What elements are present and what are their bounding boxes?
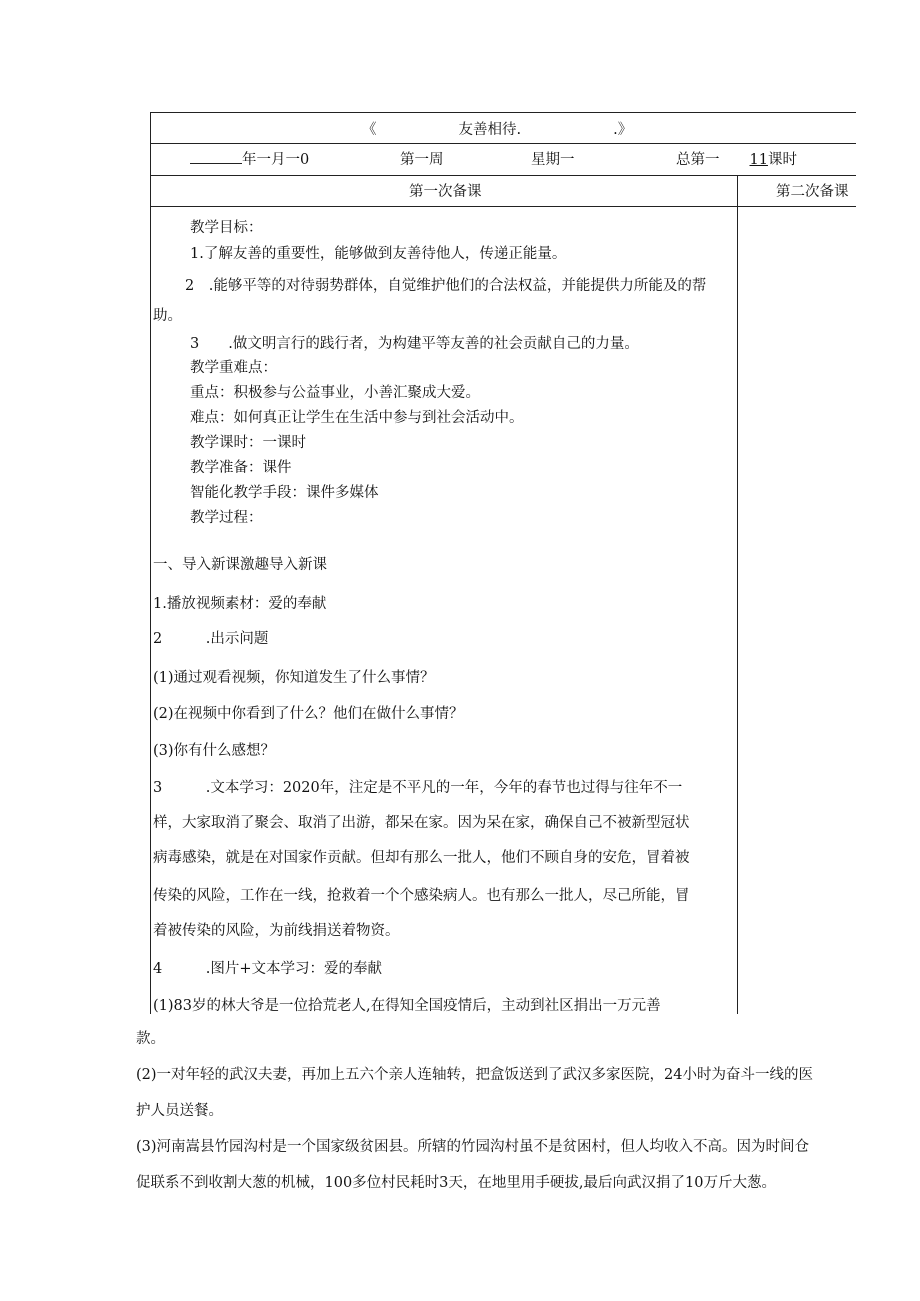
text-line: 1.了解友善的重要性，能够做到友善待他人，传递正能量。 — [190, 246, 567, 262]
text-line: 着被传染的风险，为前线捐送着物资。 — [153, 923, 400, 939]
date-field — [190, 148, 309, 169]
total-lessons-field — [676, 148, 797, 169]
table-column-divider — [737, 175, 738, 1014]
text-line: 传染的风险，工作在一线，抢救着一个个感染病人。也有那么一批人，尽己所能，冒 — [153, 888, 690, 904]
section-heading: 一、导入新课激趣导入新课 — [153, 557, 327, 573]
text-line: 难点：如何真正让学生在生活中参与到社会活动中。 — [190, 410, 524, 426]
lesson-number: 11 — [749, 152, 768, 168]
text-line: (1)83岁的林大爷是一位拾荒老人,在得知全国疫情后，主动到社区捐出一万元善 — [153, 998, 661, 1014]
table-row-divider-2 — [150, 175, 856, 176]
text-line: 3 .做文明言行的践行者，为构建平等友善的社会贡献自己的力量。 — [190, 336, 639, 352]
text-line: (2)一对年轻的武汉夫妻，再加上五六个亲人连轴转，把盒饭送到了武汉多家医院，24小时为奋斗一线的医 — [136, 1067, 813, 1083]
total-prefix: 总第一 — [676, 152, 720, 168]
text-line: 2 .能够平等的对待弱势群体，自觉维护他们的合法权益，并能提供力所能及的帮 — [185, 278, 707, 294]
lesson-suffix: 课时 — [767, 152, 797, 168]
table-top-border — [150, 112, 856, 113]
text-line: 教学目标： — [190, 220, 263, 236]
date-line: 年一月一0 — [242, 152, 310, 168]
text-line: (3)你有什么感想？ — [153, 743, 276, 759]
text-line: 教学准备：课件 — [190, 460, 292, 476]
title-close-bracket: .》 — [613, 122, 633, 138]
title-text: 友善相待. — [458, 122, 522, 138]
text-line: 重点：积极参与公益事业，小善汇聚成大爱。 — [190, 385, 480, 401]
table-row-divider-3 — [150, 206, 856, 207]
text-line: 智能化教学手段：课件多媒体 — [190, 485, 379, 501]
text-line: 样，大家取消了聚会、取消了出游，都呆在家。因为呆在家，确保自己不被新型冠状 — [153, 815, 690, 831]
text-line: 护人员送餐。 — [136, 1103, 223, 1119]
text-line: 教学课时：一课时 — [190, 435, 306, 451]
lesson-title — [362, 118, 632, 139]
text-line: 1.播放视频素材：爱的奉献 — [153, 596, 327, 612]
week-field: 第一周 — [400, 152, 444, 168]
table-row-divider-1 — [150, 143, 856, 144]
text-line: 3 .文本学习：2020年，注定是不平凡的一年，今年的春节也过得与往年不一 — [153, 780, 683, 796]
title-open-bracket: 《 — [362, 122, 377, 138]
text-line: 4 .图片+文本学习：爱的奉献 — [153, 961, 382, 977]
text-line: 教学重难点： — [190, 360, 277, 376]
first-prep-heading: 第一次备课 — [409, 184, 482, 200]
weekday-field: 星期一 — [531, 152, 575, 168]
text-line: (1)通过观看视频，你知道发生了什么事情？ — [153, 670, 435, 686]
text-line: 病毒感染，就是在对国家作贡献。但却有那么一批人，他们不顾自身的安危，冒着被 — [153, 850, 690, 866]
second-prep-heading: 第二次备课 — [776, 184, 849, 200]
text-line: 教学过程： — [190, 510, 263, 526]
text-line: 促联系不到收割大葱的机械，100多位村民耗时3天，在地里用手硬拔,最后向武汉捐了10万斤大葱。 — [136, 1175, 776, 1191]
text-line: 2 .出示问题 — [153, 631, 269, 647]
text-line: (2)在视频中你看到了什么？他们在做什么事情？ — [153, 706, 464, 722]
text-line: 款。 — [136, 1031, 165, 1047]
text-line: (3)河南嵩县竹园沟村是一个国家级贫困县。所辖的竹园沟村虽不是贫困村，但人均收入不高。因为时间仓 — [136, 1139, 810, 1155]
table-left-border — [150, 112, 151, 1014]
year-blank — [190, 149, 242, 164]
text-line: 助。 — [153, 308, 182, 324]
